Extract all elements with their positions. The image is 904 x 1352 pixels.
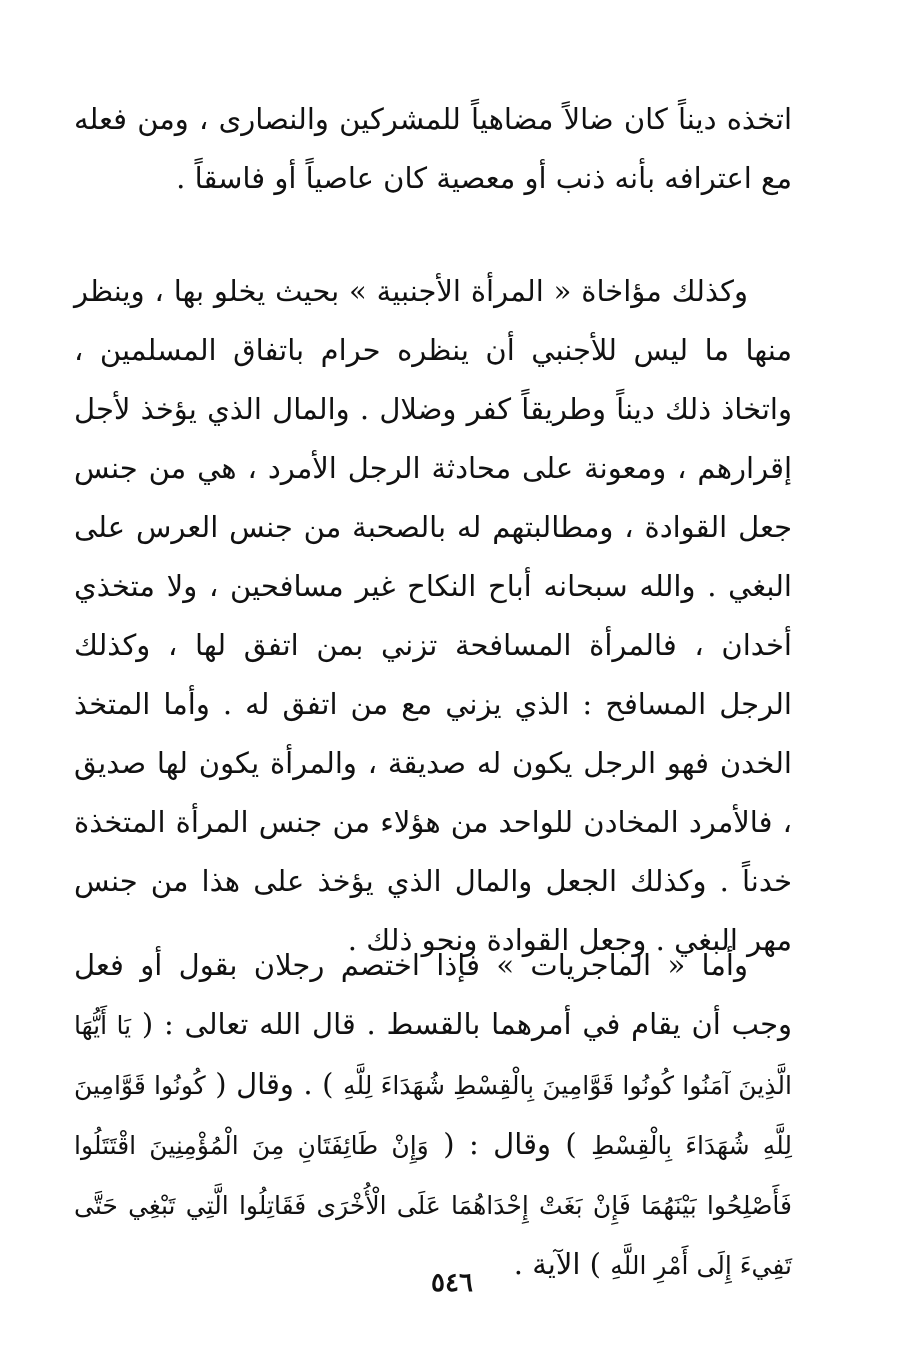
quran-verse-2: كُونُوا قَوَّامِينَ لِلَّهِ شُهَدَاءَ بِالْقِسْطِ <box>74 1071 792 1160</box>
paragraph-3-end: ) الآية . <box>513 1247 601 1281</box>
paragraph-3-mid-2: ) وقال : ( <box>443 1127 577 1161</box>
paragraph-3 <box>74 936 792 1295</box>
paragraph-3-mid-1: ) . وقال ( <box>215 1067 334 1101</box>
quran-verse-1: يَا أَيُّهَا الَّذِينَ آمَنُوا كُونُوا قَوَّامِينَ بِالْقِسْطِ شُهَدَاءَ لِلَّهِ <box>74 1011 792 1100</box>
page-number: ٥٤٦ <box>431 1268 473 1298</box>
paragraph-1: اتخذه ديناً كان ضالاً مضاهياً للمشركين والنصارى ، ومن فعله مع اعترافه بأنه ذنب أو معصية كان عاصياً أو فاسقاً . <box>74 102 792 195</box>
quran-verse-3: وَإِنْ طَائِفَتَانِ مِنَ الْمُؤْمِنِينَ اقْتَتَلُوا فَأَصْلِحُوا بَيْنَهُمَا فَإِنْ بَغَتْ إِحْدَاهُمَا عَلَى الْأُخْرَى فَقَاتِلُوا الَّتِي تَبْغِي حَتَّى تَفِيءَ إِلَى أَمْرِ اللَّهِ <box>74 1131 792 1280</box>
paragraph-3-intro: وأما « الماجريات » فإذا اختصم رجلان بقول أو فعل وجب أن يقام في أمرهما بالقسط . قال الله تعالى : ( <box>74 948 793 1041</box>
paragraph-2: وكذلك مؤاخاة « المرأة الأجنبية » بحيث يخلو بها ، وينظر منها ما ليس للأجنبي أن ينظره حرام باتفاق المسلمين ، واتخاذ ذلك ديناً وطريقاً كفر وضلال . والمال الذي يؤخذ لأجل إقرارهم ، ومعونة على محادثة الرجل الأمرد ، هي من جنس جعل القوادة ، ومطالبتهم له بالصحبة من جنس العرس على البغي . والله سبحانه أباح النكاح غير مسافحين ، ولا متخذي أخدان ، فالمرأة المسافحة تزني بمن اتفق لها ، وكذلك الرجل المسافح : الذي يزني مع من اتفق له . وأما المتخذ الخدن فهو الرجل يكون له صديقة ، والمرأة يكون لها صديق ، فالأمرد المخادن للواحد من هؤلاء من جنس المرأة المتخذة خدناً . وكذلك الجعل والمال الذي يؤخذ على هذا من جنس مهر البغي . وجعل القوادة ونحو ذلك . <box>74 274 792 957</box>
